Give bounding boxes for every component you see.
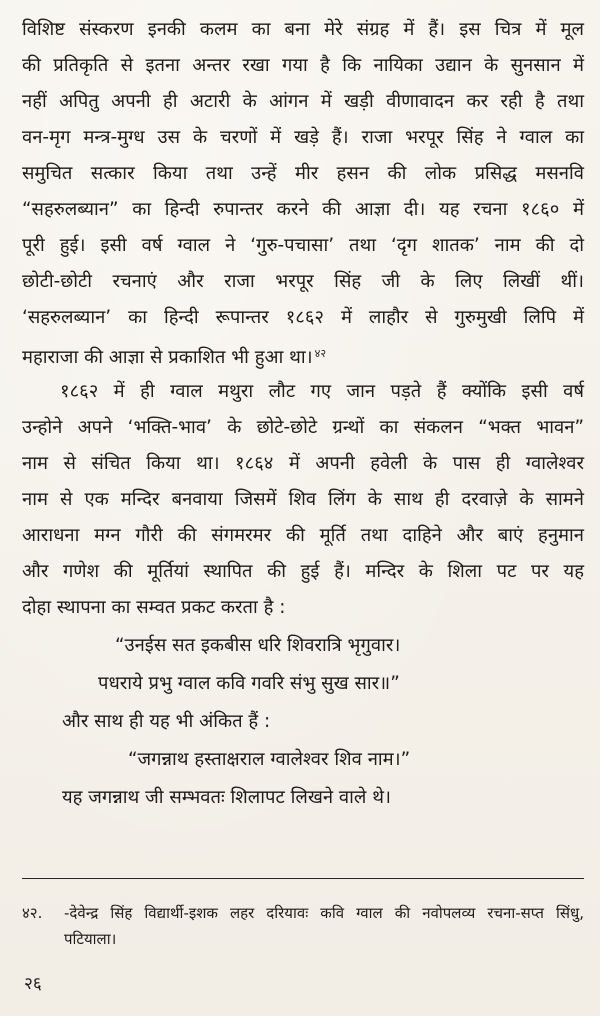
paragraph1-line-8: छोटी-छोटी रचनाएं और राजा भरपूर सिंह जी के लिए लिखीं थीं। — [22, 271, 584, 292]
paragraph2-line-6: और गणेश की मूर्तियां स्थापित की हुई हैं। मन्दिर के शिला पट पर यह — [22, 561, 584, 582]
paragraph1-last-text: महाराजा की आज्ञा से प्रकाशित भी हुआ था। — [22, 347, 313, 368]
paragraph2-line-1: १८६२ में ही ग्वाल मथुरा लौट गए जान पड़ते हैं क्योंकि इसी वर्ष — [60, 381, 584, 402]
footnote-line-1 — [22, 902, 584, 924]
paragraph1-line-2: की प्रतिकृति से इतना अन्तर रखा गया है कि नायिका उद्यान के सुनसान में — [22, 55, 584, 76]
paragraph1-line-3: नहीं अपितु अपनी ही अटारी के आंगन में खड़ी वीणावादन कर रही है तथा — [22, 91, 584, 112]
footnote-line-2: पटियाला। — [64, 930, 117, 948]
paragraph1-line-6: “सहरुलब्यान” का हिन्दी रुपान्तर करने की आज्ञा दी। यह रचना १८६० में — [22, 199, 584, 220]
paragraph2-line-4: नाम से एक मन्दिर बनवाया जिसमें शिव लिंग के साथ ही दरवाज़े के सामने — [22, 489, 584, 510]
footnote-text-1: -देवेन्द्र सिंह विद्यार्थी-इशक लहर दरियावः कवि ग्वाल की नवोपलव्य रचना-सप्त सिंधु, — [64, 904, 584, 922]
closing-line: यह जगन्नाथ जी सम्भवतः शिलापट लिखने वाले थे। — [62, 787, 391, 808]
paragraph1-line-4: वन-मृग मन्त्र-मुग्ध उस के चरणों में खड़े हैं। राजा भरपूर सिंह ने ग्वाल का — [22, 127, 584, 148]
after-verse-text: और साथ ही यह भी अंकित हैं : — [62, 711, 271, 732]
inscription-quote: “जगन्नाथ हस्ताक्षराल ग्वालेश्वर शिव नाम।” — [128, 749, 411, 770]
verse-line-2: पधराये प्रभु ग्वाल कवि गवरि संभु सुख सार॥” — [98, 673, 400, 694]
paragraph2-line-2: उन्होने अपने ‘भक्ति-भाव’ के छोटे-छोटे ग्रन्थों का संकलन “भक्त भावन” — [22, 417, 584, 438]
footnote-reference: ४२ — [314, 347, 327, 360]
paragraph2-line-5: आराधना मग्न गौरी की संगमरमर की मूर्ति तथा दाहिने और बाएं हनुमान — [22, 525, 584, 546]
verse-line-1: “उनईस सत इकबीस धरि शिवरात्रि भृगुवार। — [115, 635, 401, 656]
page-number: २६ — [24, 974, 42, 994]
paragraph1-line-1: विशिष्ट संस्करण इनकी कलम का बना मेरे संग्रह में हैं। इस चित्र में मूल — [22, 19, 584, 40]
paragraph1-line-10 — [22, 342, 326, 366]
footnote-number: ४२. — [22, 904, 43, 922]
paragraph1-line-7: पूरी हुई। इसी वर्ष ग्वाल ने ‘गुरु-पचासा’ तथा ‘दृग शातक’ नाम की दो — [22, 235, 584, 256]
paragraph1-line-5: समुचित सत्कार किया तथा उन्हें मीर हसन की लोक प्रसिद्ध मसनवि — [22, 163, 584, 184]
paragraph2-line-3: नाम से संचित किया था। १८६४ में अपनी हवेली के पास ही ग्वालेश्वर — [22, 453, 584, 474]
paragraph2-line-7: दोहा स्थापना का सम्वत प्रकट करता है : — [22, 597, 286, 618]
paragraph1-line-9: ‘सहरुलब्यान’ का हिन्दी रूपान्तर १८६२ में लाहौर से गुरुमुखी लिपि में — [22, 307, 584, 328]
footnote-divider — [22, 878, 584, 879]
